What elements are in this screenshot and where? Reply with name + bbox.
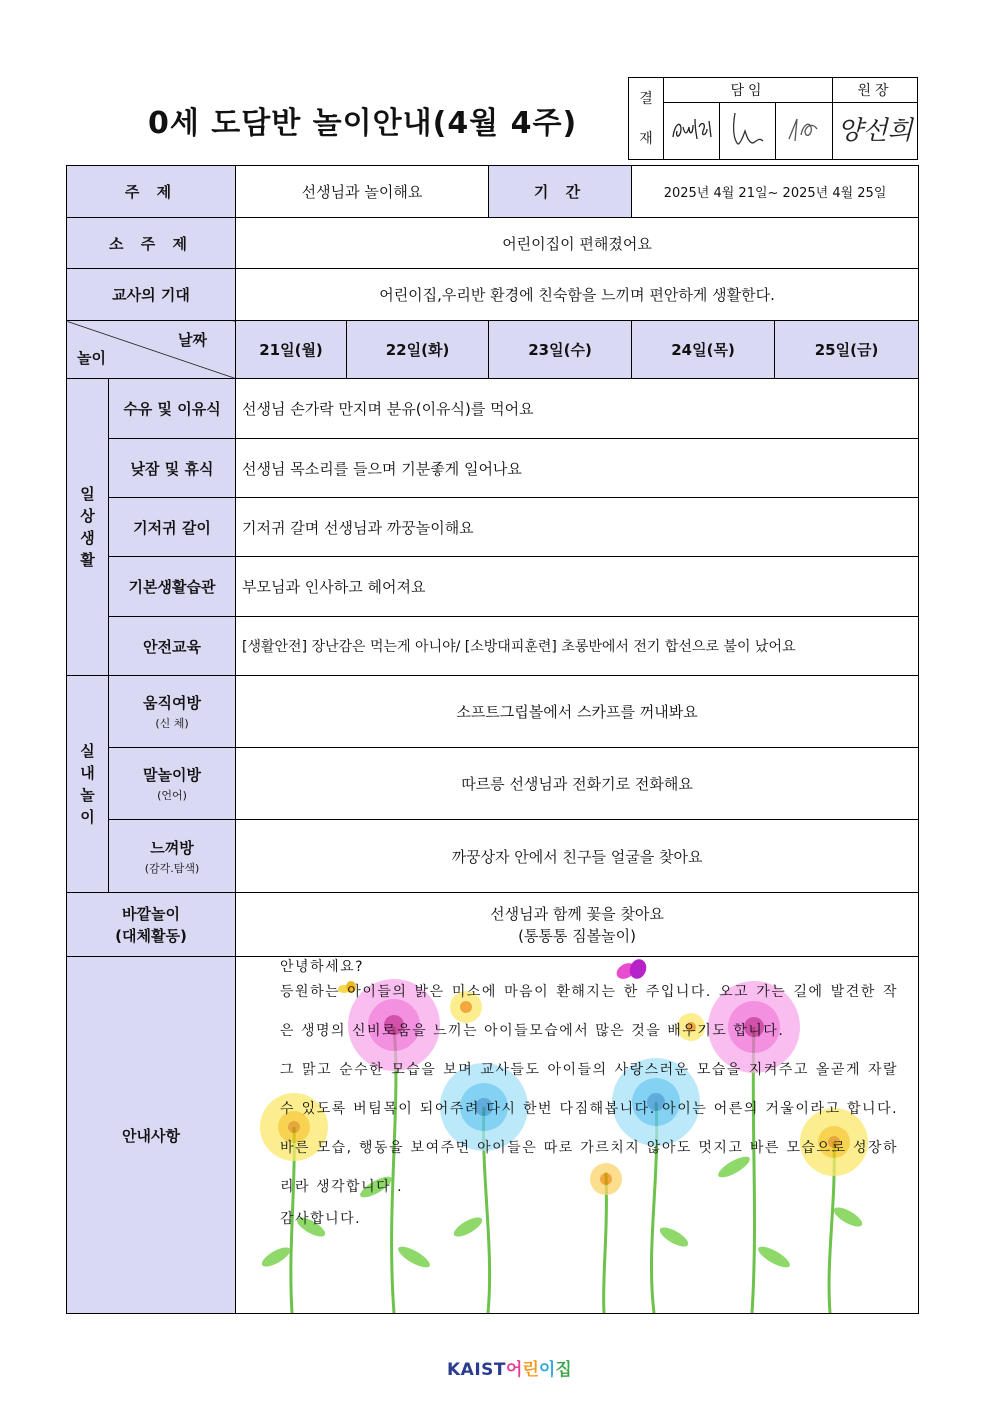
expectation-label: 교사의 기대 (67, 269, 236, 321)
day-header: 22일(화) (347, 321, 489, 379)
notice-label: 안내사항 (67, 957, 236, 1314)
play-plan-table (66, 165, 919, 1314)
outdoor-value-1: 선생님과 함께 꽃을 찾아요 (490, 904, 664, 923)
daily-row-label: 기본생활습관 (109, 557, 236, 617)
notice-text (236, 957, 918, 1231)
notice-closing: 감사합니다. (280, 1211, 362, 1227)
date-play-header (67, 321, 236, 379)
notice-paragraph-1: 등원하는 아이들의 밝은 미소에 마음이 환해지는 한 주입니다. 오고 가는 길에 발견한 작은 생명의 신비로움을 느끼는 아이들모습에서 많은 것을 배우기도 합니다. (280, 984, 899, 1039)
day-header: 24일(목) (632, 321, 775, 379)
indoor-row-sub: (신 체) (155, 717, 189, 730)
indoor-row-title: 느껴방 (150, 838, 194, 857)
signature-1-icon (667, 109, 717, 149)
director-header: 원장 (833, 78, 918, 103)
logo-char: 린 (522, 1360, 539, 1380)
theme-label: 주 제 (67, 166, 236, 218)
daily-row-value: 기저귀 갈며 선생님과 까꿍놀이해요 (236, 498, 919, 557)
approval-label (629, 78, 664, 160)
signature-2 (720, 103, 776, 160)
day-header: 25일(금) (775, 321, 919, 379)
logo-char: 어 (506, 1360, 523, 1380)
daily-row-value: 부모님과 인사하고 헤어져요 (236, 557, 919, 617)
indoor-row-value: 따르릉 선생님과 전화기로 전화해요 (236, 748, 919, 820)
daily-row-label: 안전교육 (109, 617, 236, 676)
notice-paragraph-2: 그 맑고 순수한 모습을 보며 교사들도 아이들의 사랑스러운 모습을 지켜주고 올곧게 자랄 수 있도록 버팀목이 되어주려 다시 한번 다짐해봅니다. 아이는 어른의 거울이라고 합니다. 바른 모습, 행동을 보여주면 아이들은 따로 가르치지 않아도 멋지고 바른 모습으로 성장하리라 생각합니다 . (280, 1062, 899, 1195)
approval-box (628, 77, 918, 160)
daily-row-value: 선생님 손가락 만지며 분유(이유식)를 먹어요 (236, 379, 919, 439)
indoor-row-label (109, 748, 236, 820)
homeroom-header: 담임 (664, 78, 833, 103)
signature-2-icon (723, 107, 773, 151)
outdoor-label (67, 893, 236, 957)
indoor-row-value: 까꿍상자 안에서 친구들 얼굴을 찾아요 (236, 820, 919, 893)
indoor-row-title: 움직여방 (143, 694, 201, 712)
subtheme-value: 어린이집이 편해졌어요 (236, 218, 919, 269)
notice-greeting: 안녕하세요? (280, 959, 365, 975)
svg-text:양선희: 양선희 (837, 116, 913, 146)
play-label: 놀이 (77, 349, 106, 367)
day-header: 23일(수) (489, 321, 632, 379)
indoor-row-label (109, 820, 236, 893)
logo-char: 이 (538, 1360, 556, 1380)
page-title: 0세 도담반 놀이안내(4월 4주) (148, 106, 578, 141)
day-header: 21일(월) (236, 321, 347, 379)
daily-row-label: 기저귀 갈이 (109, 498, 236, 557)
daily-life-group-label: 일 상 생 활 (80, 485, 95, 569)
period-value: 2025년 4월 21일~ 2025년 4월 25일 (632, 166, 919, 218)
daily-row-label: 낮잠 및 휴식 (109, 439, 236, 498)
expectation-value: 어린이집,우리반 환경에 친숙함을 느끼며 편안하게 생활한다. (236, 269, 919, 321)
indoor-play-group (67, 676, 109, 893)
subtheme-label: 소 주 제 (67, 218, 236, 269)
director-signature (833, 103, 918, 160)
signature-3 (776, 103, 833, 160)
indoor-row-label (109, 676, 236, 748)
indoor-row-value: 소프트그립볼에서 스카프를 꺼내봐요 (236, 676, 919, 748)
approval-label-1: 결 (639, 90, 653, 107)
daily-life-group (67, 379, 109, 676)
indoor-row-sub: (감각.탐색) (144, 861, 200, 875)
signature-3-icon (779, 107, 829, 151)
logo-char: 집 (555, 1360, 572, 1380)
outdoor-label-1: 바깥놀이 (122, 904, 180, 923)
outdoor-value-2: (통통통 짐볼놀이) (518, 926, 636, 945)
director-signature-icon (835, 105, 915, 153)
theme-value: 선생님과 놀이해요 (236, 166, 489, 218)
daily-row-value: [생활안전] 장난감은 먹는게 아니야/ [소방대피훈련] 초롱반에서 전기 합선으로 불이 났어요 (236, 617, 919, 676)
logo-kaist: KAIST (447, 1360, 506, 1380)
daily-row-value: 선생님 목소리를 들으며 기분좋게 일어나요 (236, 439, 919, 498)
kaist-daycare-logo (447, 1355, 572, 1380)
approval-label-2: 재 (639, 130, 653, 147)
indoor-row-title: 말놀이방 (143, 766, 201, 784)
notice-content (236, 957, 919, 1314)
indoor-row-sub: (언어) (157, 789, 187, 802)
date-label: 날짜 (178, 331, 208, 349)
outdoor-value (236, 893, 919, 957)
period-label: 기 간 (489, 166, 632, 218)
outdoor-label-2: (대체활동) (115, 926, 187, 945)
indoor-play-group-label: 실 내 놀 이 (80, 742, 95, 826)
signature-1 (664, 103, 720, 160)
daily-row-label: 수유 및 이유식 (109, 379, 236, 439)
